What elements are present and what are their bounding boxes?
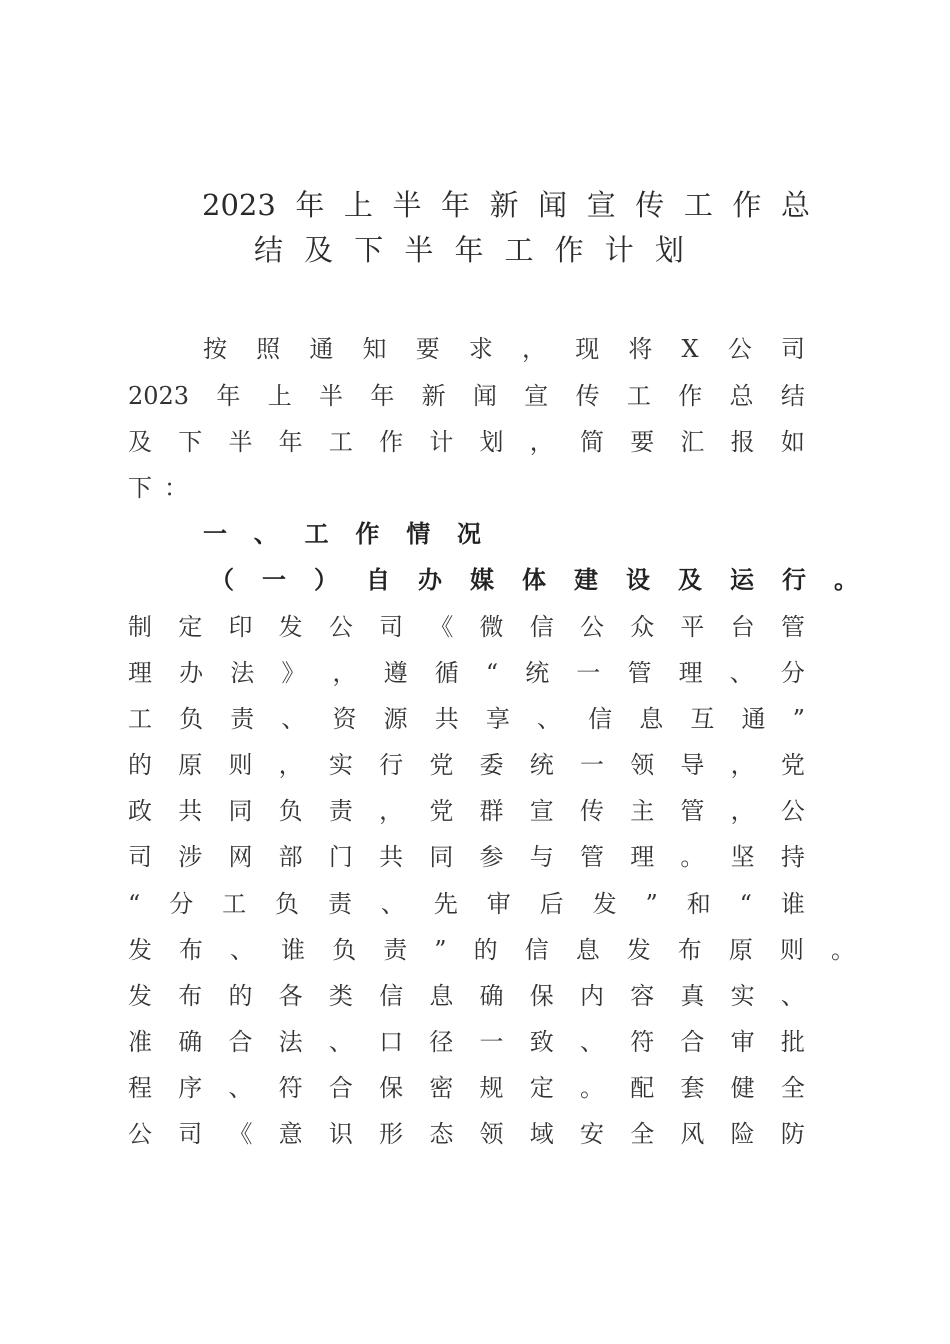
text-glyph: 。 xyxy=(830,936,855,964)
text-glyph: 发 xyxy=(592,890,617,918)
text-glyph: 同 xyxy=(429,843,454,871)
text-glyph: “ xyxy=(485,659,499,687)
text-glyph: ， xyxy=(278,751,303,779)
text-glyph: 体 xyxy=(522,565,546,594)
body-line xyxy=(128,422,805,462)
text-glyph: 同 xyxy=(228,797,253,825)
text-glyph: 类 xyxy=(328,982,353,1010)
text-glyph: 半 xyxy=(404,233,434,267)
text-glyph: 责 xyxy=(230,705,255,733)
text-glyph: 套 xyxy=(680,1074,705,1102)
body-line xyxy=(128,468,188,508)
text-glyph: 合 xyxy=(680,1028,705,1056)
text-glyph: 分 xyxy=(169,890,194,918)
text-glyph: 《 xyxy=(429,613,454,641)
text-glyph: 信 xyxy=(588,705,613,733)
text-glyph: 谁 xyxy=(281,936,306,964)
text-glyph: 序 xyxy=(178,1074,203,1102)
text-glyph: 工 xyxy=(222,890,247,918)
text-glyph: 风 xyxy=(680,1120,705,1148)
text-glyph: 网 xyxy=(228,843,253,871)
body-line xyxy=(128,1068,805,1108)
text-glyph: 闻 xyxy=(538,188,568,222)
text-glyph: 工 xyxy=(128,705,152,733)
text-glyph: 计 xyxy=(429,428,454,456)
text-glyph: 导 xyxy=(680,751,705,779)
body-line xyxy=(128,976,805,1016)
text-glyph: 息 xyxy=(429,982,454,1010)
text-glyph: 合 xyxy=(328,1074,353,1102)
text-glyph: 通 xyxy=(741,705,766,733)
text-glyph: 工 xyxy=(626,382,651,410)
text-glyph: 党 xyxy=(429,751,454,779)
text-glyph: 遵 xyxy=(383,659,408,687)
text-glyph: 公 xyxy=(328,613,353,641)
text-glyph: 传 xyxy=(575,382,600,410)
text-glyph: 径 xyxy=(429,1028,454,1056)
text-glyph: 保 xyxy=(379,1074,404,1102)
text-glyph: 实 xyxy=(328,751,353,779)
text-glyph: 的 xyxy=(473,936,498,964)
text-glyph: 共 xyxy=(178,797,203,825)
text-glyph: 如 xyxy=(780,428,805,456)
text-glyph: 领 xyxy=(630,751,655,779)
text-glyph: 领 xyxy=(479,1120,504,1148)
text-glyph: 责 xyxy=(328,797,353,825)
body-line xyxy=(128,745,805,785)
text-glyph: 工 xyxy=(328,428,353,456)
text-glyph: 发 xyxy=(128,982,152,1010)
text-glyph: 结 xyxy=(254,233,284,267)
text-glyph: 分 xyxy=(780,659,805,687)
text-glyph: 公 xyxy=(128,1120,152,1148)
text-glyph: 半 xyxy=(319,382,344,410)
text-glyph: 布 xyxy=(677,936,702,964)
text-glyph: 下 xyxy=(178,428,203,456)
document-title-line-1 xyxy=(202,185,810,225)
text-glyph: 符 xyxy=(278,1074,303,1102)
text-glyph: 源 xyxy=(383,705,408,733)
text-glyph: 理 xyxy=(128,659,152,687)
text-glyph: 按 xyxy=(203,335,227,363)
text-glyph: 司 xyxy=(379,613,404,641)
text-glyph: 发 xyxy=(128,936,152,964)
text-glyph: 实 xyxy=(730,982,755,1010)
text-glyph: 管 xyxy=(579,843,604,871)
text-glyph: 一 xyxy=(262,565,286,594)
text-glyph: 司 xyxy=(780,335,805,363)
text-glyph: 知 xyxy=(362,335,387,363)
text-glyph: 共 xyxy=(379,843,404,871)
text-glyph: 总 xyxy=(729,382,754,410)
text-glyph: 工 xyxy=(683,188,713,222)
text-glyph: 公 xyxy=(579,613,604,641)
text-glyph: 传 xyxy=(579,797,604,825)
text-glyph: 则 xyxy=(779,936,804,964)
text-glyph: 半 xyxy=(392,188,422,222)
text-glyph: 行 xyxy=(379,751,404,779)
text-glyph: ， xyxy=(332,659,357,687)
text-glyph: 布 xyxy=(179,936,204,964)
text-glyph: 办 xyxy=(179,659,204,687)
text-glyph: 理 xyxy=(678,659,703,687)
text-glyph: X xyxy=(681,335,699,363)
text-glyph: 年 xyxy=(295,188,325,222)
text-glyph: 宣 xyxy=(586,188,616,222)
text-glyph: ， xyxy=(529,428,554,456)
text-glyph: 则 xyxy=(228,751,253,779)
text-glyph: 识 xyxy=(328,1120,353,1148)
text-glyph: 总 xyxy=(780,188,810,222)
text-glyph: 司 xyxy=(178,1120,203,1148)
text-glyph: 先 xyxy=(433,890,458,918)
text-glyph: 管 xyxy=(680,797,705,825)
text-glyph: 健 xyxy=(730,1074,755,1102)
text-glyph: ， xyxy=(730,797,755,825)
text-glyph: “ xyxy=(739,890,752,918)
text-glyph: 的 xyxy=(128,751,152,779)
text-glyph: 致 xyxy=(529,1028,554,1056)
text-glyph: 确 xyxy=(479,982,504,1010)
text-glyph: 容 xyxy=(630,982,655,1010)
text-glyph: 、 xyxy=(281,705,306,733)
text-glyph: 发 xyxy=(626,936,651,964)
text-glyph: 简 xyxy=(579,428,604,456)
text-glyph: 年 xyxy=(216,382,241,410)
text-glyph: ， xyxy=(730,751,755,779)
text-glyph: 、 xyxy=(579,1028,604,1056)
text-glyph: 门 xyxy=(328,843,353,871)
text-glyph: 众 xyxy=(630,613,655,641)
text-glyph: 、 xyxy=(328,1028,353,1056)
text-glyph: ， xyxy=(379,797,404,825)
text-glyph: 制 xyxy=(128,613,152,641)
text-glyph: 。 xyxy=(834,565,858,594)
text-glyph: 、 xyxy=(253,519,278,548)
text-glyph: 理 xyxy=(630,843,655,871)
text-glyph: 半 xyxy=(228,428,253,456)
text-glyph: 计 xyxy=(604,233,634,267)
text-glyph: 印 xyxy=(228,613,253,641)
text-glyph: 党 xyxy=(780,751,805,779)
text-glyph: 况 xyxy=(456,519,481,548)
text-glyph: 作 xyxy=(554,233,584,267)
text-glyph: 负 xyxy=(275,890,300,918)
text-glyph: 资 xyxy=(332,705,357,733)
text-glyph: 定 xyxy=(529,1074,554,1102)
text-glyph: 谁 xyxy=(780,890,805,918)
text-glyph: ， xyxy=(522,335,547,363)
text-glyph: 法 xyxy=(230,659,255,687)
text-glyph: 涉 xyxy=(178,843,203,871)
text-glyph: 作 xyxy=(732,188,762,222)
section-heading xyxy=(203,514,481,554)
text-glyph: 防 xyxy=(780,1120,805,1148)
text-glyph: 下 xyxy=(354,233,384,267)
text-glyph: 批 xyxy=(780,1028,805,1056)
text-glyph: 年 xyxy=(370,382,395,410)
text-glyph: ” xyxy=(792,705,805,733)
text-glyph: 、 xyxy=(380,890,405,918)
text-glyph: 息 xyxy=(575,936,600,964)
text-glyph: 责 xyxy=(327,890,352,918)
text-glyph: 2023 xyxy=(202,188,276,222)
text-glyph: 循 xyxy=(434,659,459,687)
text-glyph: 责 xyxy=(383,936,408,964)
text-glyph: 上 xyxy=(267,382,292,410)
text-glyph: 安 xyxy=(579,1120,604,1148)
text-glyph: 传 xyxy=(635,188,665,222)
text-glyph: 互 xyxy=(690,705,715,733)
text-glyph: 及 xyxy=(128,428,152,456)
subsection-heading xyxy=(210,560,858,600)
text-glyph: 后 xyxy=(539,890,564,918)
text-glyph: 各 xyxy=(278,982,303,1010)
text-glyph: 定 xyxy=(178,613,203,641)
text-glyph: 及 xyxy=(304,233,334,267)
text-glyph: 要 xyxy=(415,335,440,363)
body-line xyxy=(128,930,855,970)
text-glyph: 与 xyxy=(529,843,554,871)
text-glyph: 程 xyxy=(128,1074,152,1102)
text-glyph: 布 xyxy=(178,982,203,1010)
text-glyph: 部 xyxy=(278,843,303,871)
text-glyph: 公 xyxy=(780,797,805,825)
text-glyph: （ xyxy=(210,565,234,594)
text-glyph: 规 xyxy=(479,1074,504,1102)
body-line xyxy=(128,653,805,693)
text-glyph: 真 xyxy=(680,982,705,1010)
text-glyph: 闻 xyxy=(472,382,497,410)
text-glyph: 。 xyxy=(680,843,705,871)
text-glyph: 享 xyxy=(485,705,510,733)
text-glyph: 、 xyxy=(230,936,255,964)
body-line xyxy=(128,699,805,739)
text-glyph: ” xyxy=(434,936,447,964)
text-glyph: 办 xyxy=(418,565,442,594)
text-glyph: 一 xyxy=(576,659,601,687)
text-glyph: 和 xyxy=(686,890,711,918)
text-glyph: 情 xyxy=(406,519,431,548)
text-glyph: 负 xyxy=(332,936,357,964)
text-glyph: 审 xyxy=(730,1028,755,1056)
text-glyph: 《 xyxy=(228,1120,253,1148)
text-glyph: 密 xyxy=(429,1074,454,1102)
text-glyph: ） xyxy=(314,565,338,594)
text-glyph: 及 xyxy=(678,565,702,594)
text-glyph: 发 xyxy=(278,613,303,641)
text-glyph: 配 xyxy=(630,1074,655,1102)
body-line xyxy=(203,329,805,369)
text-glyph: 口 xyxy=(379,1028,404,1056)
text-glyph: 作 xyxy=(379,428,404,456)
text-glyph: ” xyxy=(645,890,658,918)
text-glyph: 宣 xyxy=(524,382,549,410)
text-glyph: 确 xyxy=(178,1028,203,1056)
text-glyph: 平 xyxy=(680,613,705,641)
text-glyph: 通 xyxy=(309,335,334,363)
text-glyph: 划 xyxy=(479,428,504,456)
text-glyph: 作 xyxy=(678,382,703,410)
body-line xyxy=(128,1114,805,1154)
text-glyph: 年 xyxy=(454,233,484,267)
text-glyph: 党 xyxy=(429,797,454,825)
text-glyph: 下 xyxy=(128,474,152,502)
text-glyph: 信 xyxy=(529,613,554,641)
text-glyph: 原 xyxy=(728,936,753,964)
text-glyph: 全 xyxy=(780,1074,805,1102)
text-glyph: 原 xyxy=(178,751,203,779)
text-glyph: 》 xyxy=(281,659,306,687)
text-glyph: 现 xyxy=(575,335,600,363)
text-glyph: 自 xyxy=(366,565,390,594)
text-glyph: 的 xyxy=(228,982,253,1010)
text-glyph: 、 xyxy=(780,982,805,1010)
text-glyph: 2023 xyxy=(128,382,190,410)
text-glyph: 公 xyxy=(727,335,752,363)
text-glyph: 法 xyxy=(278,1028,303,1056)
text-glyph: 信 xyxy=(524,936,549,964)
text-glyph: 要 xyxy=(630,428,655,456)
text-glyph: 报 xyxy=(730,428,755,456)
text-glyph: 准 xyxy=(128,1028,152,1056)
text-glyph: 意 xyxy=(278,1120,303,1148)
text-glyph: 将 xyxy=(628,335,653,363)
text-glyph: 合 xyxy=(228,1028,253,1056)
text-glyph: 符 xyxy=(630,1028,655,1056)
text-glyph: 一 xyxy=(203,519,227,548)
body-line xyxy=(128,791,805,831)
text-glyph: 宣 xyxy=(529,797,554,825)
text-glyph: 共 xyxy=(434,705,459,733)
text-glyph: 新 xyxy=(489,188,519,222)
text-glyph: 作 xyxy=(355,519,380,548)
text-glyph: 管 xyxy=(780,613,805,641)
text-glyph: 、 xyxy=(729,659,754,687)
text-glyph: 新 xyxy=(421,382,446,410)
text-glyph: 工 xyxy=(504,233,534,267)
text-glyph: 上 xyxy=(343,188,373,222)
text-glyph: 年 xyxy=(278,428,303,456)
text-glyph: 行 xyxy=(782,565,806,594)
text-glyph: 一 xyxy=(479,1028,504,1056)
text-glyph: 台 xyxy=(730,613,755,641)
text-glyph: 运 xyxy=(730,565,754,594)
text-glyph: 一 xyxy=(579,751,604,779)
text-glyph: 工 xyxy=(304,519,329,548)
text-glyph: 持 xyxy=(780,843,805,871)
text-glyph: 参 xyxy=(479,843,504,871)
text-glyph: 统 xyxy=(525,659,550,687)
text-glyph: 态 xyxy=(429,1120,454,1148)
text-glyph: 委 xyxy=(479,751,504,779)
text-glyph: 求 xyxy=(468,335,493,363)
body-line xyxy=(128,884,805,924)
text-glyph: “ xyxy=(128,890,141,918)
text-glyph: 主 xyxy=(630,797,655,825)
text-glyph: 结 xyxy=(780,382,805,410)
text-glyph: 审 xyxy=(486,890,511,918)
text-glyph: 内 xyxy=(579,982,604,1010)
text-glyph: 汇 xyxy=(680,428,705,456)
text-glyph: 政 xyxy=(128,797,152,825)
body-line xyxy=(128,837,805,877)
text-glyph: 设 xyxy=(626,565,650,594)
text-glyph: 司 xyxy=(128,843,152,871)
text-glyph: 形 xyxy=(379,1120,404,1148)
text-glyph: 微 xyxy=(479,613,504,641)
text-glyph: 息 xyxy=(639,705,664,733)
text-glyph: 负 xyxy=(278,797,303,825)
text-glyph: 坚 xyxy=(730,843,755,871)
text-glyph: 域 xyxy=(529,1120,554,1148)
text-glyph: 年 xyxy=(441,188,471,222)
text-glyph: 。 xyxy=(579,1074,604,1102)
text-glyph: 全 xyxy=(630,1120,655,1148)
text-glyph: 负 xyxy=(179,705,204,733)
text-glyph: 保 xyxy=(529,982,554,1010)
text-glyph: 统 xyxy=(529,751,554,779)
document-title-line-2 xyxy=(254,230,684,270)
body-line xyxy=(128,607,805,647)
text-glyph: 、 xyxy=(228,1074,253,1102)
text-glyph: 、 xyxy=(537,705,561,733)
text-glyph: 媒 xyxy=(470,565,494,594)
body-line xyxy=(128,1022,805,1062)
text-glyph: 信 xyxy=(379,982,404,1010)
text-glyph: 险 xyxy=(730,1120,755,1148)
body-line xyxy=(128,376,805,416)
text-glyph: 照 xyxy=(256,335,281,363)
text-glyph: 群 xyxy=(479,797,504,825)
text-glyph: 划 xyxy=(654,233,684,267)
text-glyph: 建 xyxy=(574,565,598,594)
text-glyph: ： xyxy=(164,474,188,502)
text-glyph: 管 xyxy=(627,659,652,687)
